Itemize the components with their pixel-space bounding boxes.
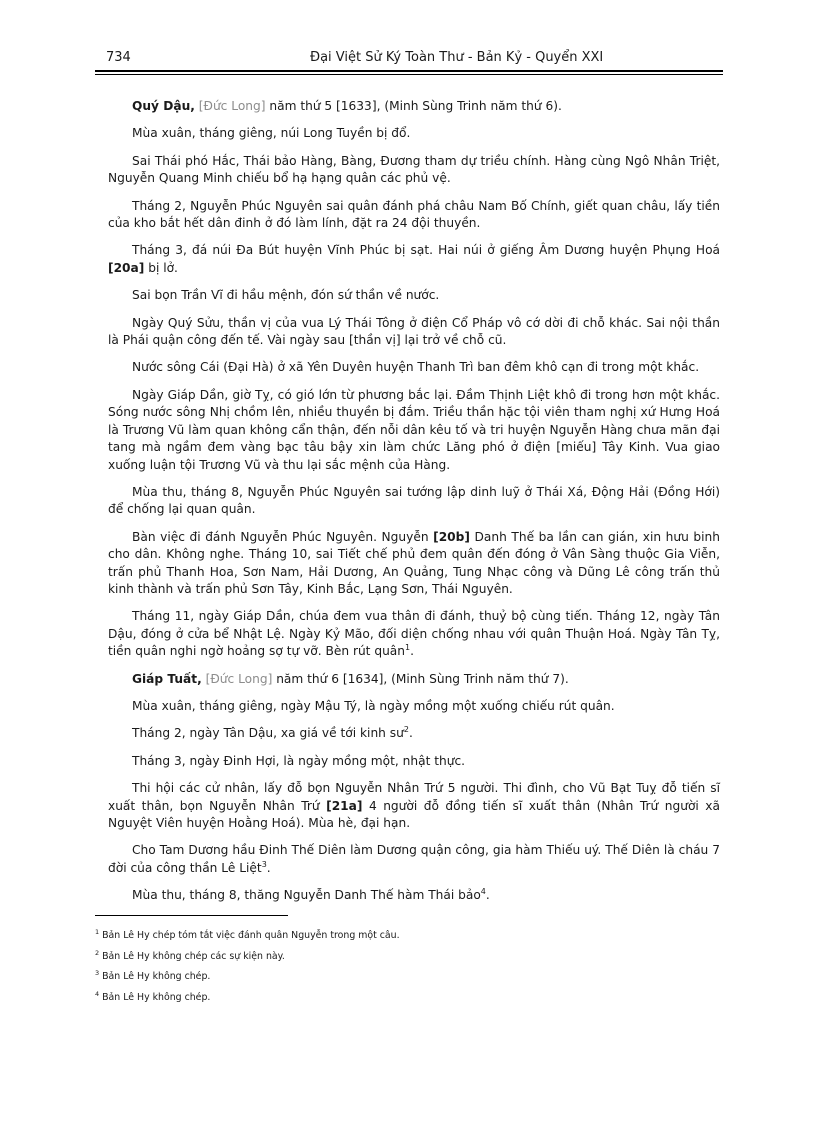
footnote-ref[interactable]: 4 bbox=[480, 887, 486, 897]
main-text bbox=[108, 98, 720, 915]
paragraph-text: Bàn việc đi đánh Nguyễn Phúc Nguyên. Nguyễn bbox=[132, 529, 434, 544]
folio-marker: [20a] bbox=[108, 260, 145, 275]
paragraph-year-entry bbox=[108, 98, 720, 115]
folio-marker: [20b] bbox=[433, 529, 470, 544]
paragraph bbox=[108, 529, 720, 599]
paragraph: Ngày Giáp Dần, giờ Tỵ, có gió lớn từ phương bắc lại. Đầm Thịnh Liệt khô đi trong hơn một khắc. Sóng nước sông Nhị chồm lên, nhiều thuyền bị đắm. Triều thần hặc tội viên tham nghị xứ Hưng Hoá là Trương Vũ làm quan không cẩn thận, đến nỗi dân kêu tố và tri huyện Nguyễn Hàng chưa mãn đại tang mà ngầm đem vàng bạc tâu bậy xin làm chức Lăng phó ở điện [miếu] Tây Kinh. Vua giao xuống luận tội Trương Vũ và thu lại sắc mệnh của Hàng. bbox=[108, 387, 720, 472]
footnote-text: Bản Lê Hy không chép. bbox=[102, 991, 211, 1003]
paragraph: Nước sông Cái (Đại Hà) ở xã Yên Duyên huyện Thanh Trì ban đêm khô cạn đi trong một khắc. bbox=[132, 360, 700, 375]
footnote bbox=[95, 927, 715, 942]
footnote-ref[interactable]: 2 bbox=[403, 725, 409, 735]
footnote-number: 3 bbox=[95, 968, 100, 977]
paragraph-text: Cho Tam Dương hầu Đinh Thế Diên làm Dương quận công, gia hàm Thiếu uý. Thế Diên là cháu 7 đời của công thần Lê Liệt bbox=[108, 843, 720, 875]
header-rule bbox=[95, 70, 723, 72]
paragraph bbox=[108, 780, 720, 832]
paragraph-text: Mùa thu, tháng 8, thăng Nguyễn Danh Thế hàm Thái bảo bbox=[132, 888, 481, 903]
footnote-number: 2 bbox=[95, 948, 100, 957]
footnote bbox=[95, 948, 715, 963]
paragraph-text: năm thứ 5 [1633], (Minh Sùng Trinh năm thứ 6). bbox=[265, 99, 562, 113]
paragraph: Tháng 3, ngày Đinh Hợi, là ngày mồng một, nhật thực. bbox=[132, 753, 466, 768]
page-header bbox=[95, 50, 723, 72]
year-name: Giáp Tuất, bbox=[132, 671, 202, 686]
era-name: [Đức Long] bbox=[198, 99, 266, 113]
paragraph-text: bị lở. bbox=[144, 260, 178, 275]
paragraph: Cho Tam Dương hầu Đinh Thế Diên làm Dương quận công, gia hàm Thiếu uý. Thế Diên là cháu 7 đời của công thần Lê Liệt$^3$. bbox=[108, 843, 720, 875]
header-rule-thin bbox=[95, 74, 723, 75]
paragraph: Sai Thái phó Hắc, Thái bảo Hàng, Bàng, Đương tham dự triều chính. Hàng cùng Ngô Nhân Triệt, Nguyễn Quang Minh chiếu bổ hạ hạng quân các phủ vệ. bbox=[108, 153, 720, 186]
era-name: [Đức Long] bbox=[205, 671, 273, 686]
paragraph-text: Danh Thế ba lần can gián, xin hưu binh cho dân. Không nghe. Tháng 10, sai Tiết chế phủ đem quân đến đóng ở Vân Sàng thuộc Gia Viễn, trấn phủ Thanh Hoa, Sơn Nam, Hải Dương, An Quảng, Tung Nhạc công và Dũng Lê công trấn thủ kinh thành và trấn phủ Sơn Tây, Kinh Bắc, Lạng Sơn, Thái Nguyên. bbox=[108, 529, 720, 596]
paragraph-text: 4 người đỗ đồng tiến sĩ xuất thân (Nhân Trứ người xã Nguyệt Viên huyện Hoằng Hoá). Mùa hè, đại hạn. bbox=[108, 798, 720, 830]
paragraph-text: Tháng 11, ngày Giáp Dần, chúa đem vua thân đi đánh, thuỷ bộ cùng tiến. Tháng 12, ngày Tân Dậu, đóng ở cửa bể Nhật Lệ. Ngày Kỷ Mão, đối diện chống nhau với quân Thuận Hoá. Ngày Tân Tỵ, tiền quân nghi ngờ hoảng sợ tự vỡ. Bèn rút quân bbox=[108, 609, 720, 659]
folio-marker: [21a] bbox=[326, 798, 363, 813]
footnote-text: Bản Lê Hy không chép các sự kiện này. bbox=[102, 950, 285, 962]
paragraph: Tháng 2, ngày Tân Dậu, xa giá về tới kinh $sư^2$. bbox=[132, 725, 413, 741]
page-number: 734 bbox=[106, 50, 131, 65]
footnote bbox=[95, 989, 715, 1004]
paragraph: Tháng 2, Nguyễn Phúc Nguyên sai quân đánh phá châu Nam Bố Chính, giết quan châu, lấy tiền của kho bắt hết dân đinh ở đó làm lính, đặt ra 24 đội thuyền. bbox=[108, 198, 720, 231]
footnote-rule bbox=[95, 915, 288, 916]
paragraph-text: Thi hội các cử nhân, lấy đỗ bọn Nguyễn Nhân Trứ 5 người. Thi đình, cho Vũ Bạt Tuỵ đỗ tiến sĩ xuất thân, bọn Nguyễn Nhân Trứ bbox=[108, 781, 720, 813]
paragraph-text: năm thứ 6 [1634], (Minh Sùng Trinh năm thứ 7). bbox=[272, 671, 569, 686]
footnote bbox=[95, 968, 715, 983]
paragraph: Mùa thu, tháng 8, Nguyễn Phúc Nguyên sai tướng lập dinh luỹ ở Thái Xá, Động Hải (Đồng Hới) để chống lại quan quân. bbox=[108, 484, 720, 517]
footnotes bbox=[95, 927, 715, 1012]
paragraph-text: Tháng 2, ngày Tân Dậu, xa giá về tới kinh sư bbox=[132, 726, 404, 741]
footnote-text: Bản Lê Hy chép tóm tắt việc đánh quân Nguyễn trong một câu. bbox=[102, 930, 400, 941]
year-name: Quý Dậu, bbox=[132, 99, 195, 113]
paragraph: Sai bọn Trần Vĩ đi hầu mệnh, đón sứ thần về nước. bbox=[132, 288, 440, 303]
paragraph-text: Tháng 3, đá núi Đa Bút huyện Vĩnh Phúc bị sạt. Hai núi ở giếng Âm Dương huyện Phụng Hoá bbox=[132, 243, 720, 258]
paragraph: Tháng 11, ngày Giáp Dần, chúa đem vua thân đi đánh, thuỷ bộ cùng tiến. Tháng 12, ngày Tân Dậu, đóng ở cửa bể Nhật Lệ. Ngày Kỷ Mão, đối diện chống nhau với quân Thuận Hoá. Ngày Tân Tỵ, tiền quân nghi ngờ hoảng sợ tự vỡ. Bèn rút quân$^1$. bbox=[108, 609, 720, 659]
paragraph-year-entry bbox=[108, 671, 720, 688]
footnote-number: 1 bbox=[95, 927, 100, 936]
paragraph: Mùa xuân, tháng giêng, núi Long Tuyền bị đổ. bbox=[132, 126, 411, 141]
paragraph: Mùa thu, tháng 8, thăng Nguyễn Danh Thế hàm Thái bảo$^4$. bbox=[132, 887, 490, 903]
paragraph bbox=[108, 242, 720, 277]
footnote-ref[interactable]: 1 bbox=[404, 643, 411, 653]
footnote-text: Bản Lê Hy không chép. bbox=[102, 971, 211, 982]
paragraph: Ngày Quý Sửu, thần vị của vua Lý Thái Tông ở điện Cổ Pháp vô cớ dời đi chỗ khác. Sai nội thần là Phái quận công đến tế. Vài ngày sau [thần vị] lại trở về chỗ cũ. bbox=[108, 315, 720, 348]
paragraph: Mùa xuân, tháng giêng, ngày Mậu Tý, là ngày mồng một xuống chiếu rút quân. bbox=[132, 698, 615, 713]
footnote-number: 4 bbox=[95, 989, 100, 998]
footnote-ref[interactable]: 3 bbox=[261, 859, 267, 869]
running-title: Đại Việt Sử Ký Toàn Thư - Bản Kỷ - Quyển XXI bbox=[310, 50, 604, 65]
